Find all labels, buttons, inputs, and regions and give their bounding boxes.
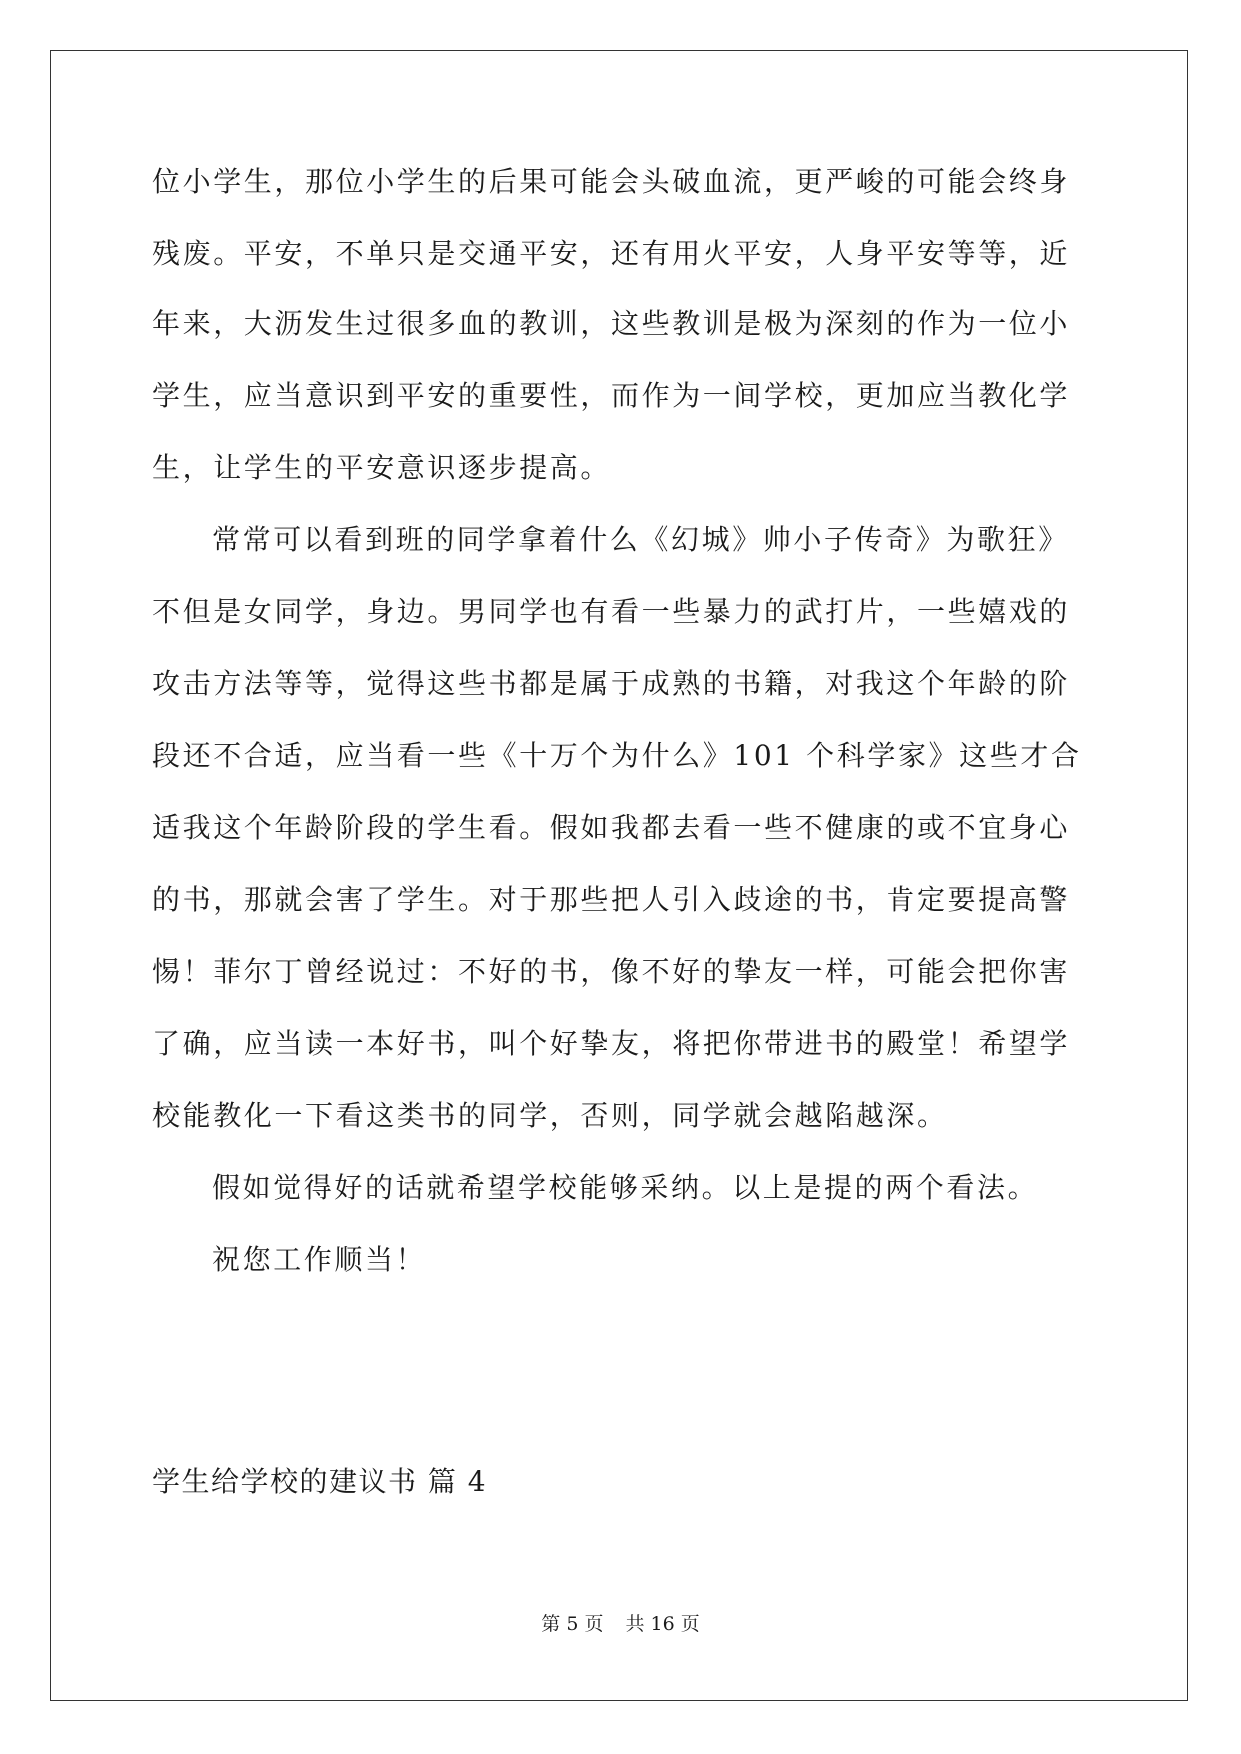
paragraph-line: 假如觉得好的话就希望学校能够采纳。以上是提的两个看法。 bbox=[212, 1171, 1039, 1204]
paragraph-line: 位小学生，那位小学生的后果可能会头破血流，更严峻的可能会终身 bbox=[152, 165, 1071, 198]
paragraph-line: 惕！菲尔丁曾经说过：不好的书，像不好的挚友一样，可能会把你害 bbox=[152, 955, 1071, 988]
paragraph-line: 学生，应当意识到平安的重要性，而作为一间学校，更加应当教化学 bbox=[152, 379, 1071, 412]
paragraph-line: 常常可以看到班的同学拿着什么《幻城》帅小子传奇》为歌狂》 bbox=[212, 523, 1069, 556]
page-border bbox=[50, 50, 1188, 1701]
page-number: 第 5 页 bbox=[541, 1613, 604, 1635]
paragraph-line: 校能教化一下看这类书的同学，否则，同学就会越陷越深。 bbox=[152, 1099, 948, 1132]
paragraph-line: 段还不合适，应当看一些《十万个为什么》101 个科学家》这些才合 bbox=[152, 739, 1082, 772]
page-footer bbox=[0, 1612, 1241, 1636]
paragraph-line: 不但是女同学，身边。男同学也有看一些暴力的武打片，一些嬉戏的 bbox=[152, 595, 1071, 628]
section-heading: 学生给学校的建议书 篇 4 bbox=[152, 1465, 488, 1498]
paragraph-line: 残废。平安，不单只是交通平安，还有用火平安，人身平安等等，近 bbox=[152, 237, 1071, 270]
paragraph-line: 攻击方法等等，觉得这些书都是属于成熟的书籍，对我这个年龄的阶 bbox=[152, 667, 1071, 700]
page-total: 共 16 页 bbox=[625, 1613, 700, 1635]
paragraph-line: 年来，大沥发生过很多血的教训，这些教训是极为深刻的作为一位小 bbox=[152, 307, 1071, 340]
paragraph-line: 适我这个年龄阶段的学生看。假如我都去看一些不健康的或不宜身心 bbox=[152, 811, 1071, 844]
paragraph-line: 的书，那就会害了学生。对于那些把人引入歧途的书，肯定要提高警 bbox=[152, 883, 1071, 916]
paragraph-line: 了确，应当读一本好书，叫个好挚友，将把你带进书的殿堂！希望学 bbox=[152, 1027, 1071, 1060]
paragraph-line: 祝您工作顺当！ bbox=[212, 1243, 427, 1276]
paragraph-line: 生，让学生的平安意识逐步提高。 bbox=[152, 451, 612, 484]
